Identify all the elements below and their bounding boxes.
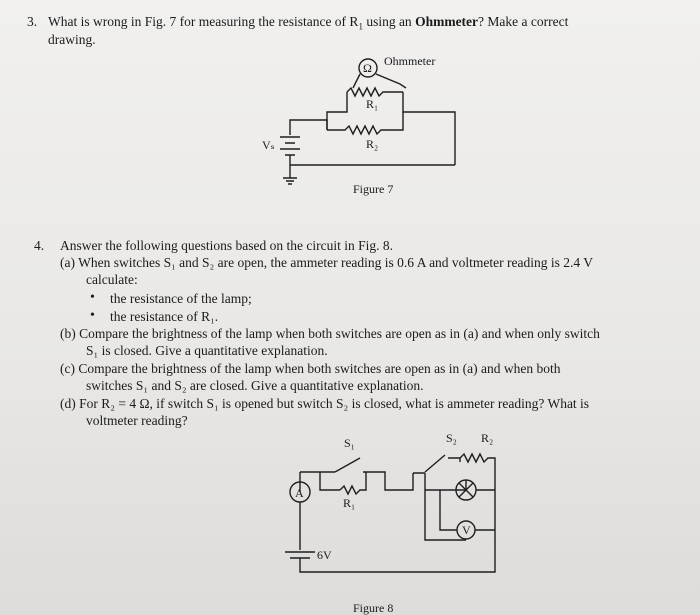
ohm-symbol: Ω (363, 61, 372, 75)
top-right-wire (413, 458, 460, 473)
bullet-2-dot: • (90, 308, 95, 323)
figure-7-caption: Figure 7 (353, 182, 394, 196)
top-mid-wire (363, 472, 413, 490)
s2-label: S₂ (446, 431, 457, 445)
r1-wire-left (320, 472, 340, 490)
q4d-line-1: (d) For R₂ = 4 Ω, if switch S₁ is opened but switch S₂ is closed, what is ammeter reading? What is (60, 396, 590, 411)
q3-ohmmeter-bold: Ohmmeter (415, 14, 479, 29)
q4a-bullet-1: the resistance of the lamp; (110, 291, 252, 306)
q4a-line-1: (a) When switches S₁ and S₂ are open, the ammeter reading is 0.6 A and voltmeter reading is 2.4 V (60, 255, 594, 270)
q4b-line-2: S₁ is closed. Give a quantitative explanation. (86, 343, 328, 358)
q3-line-1-post: ? Make a correct (478, 14, 569, 29)
q3-number: 3. (27, 14, 38, 29)
battery-6v (285, 552, 315, 558)
q4-intro: Answer the following questions based on the circuit in Fig. 8. (60, 238, 393, 253)
fig8-r1-resistor (340, 472, 366, 494)
switch-s2 (425, 455, 445, 472)
q4d-line-2: voltmeter reading? (86, 413, 188, 428)
s1-label: S₁ (344, 436, 355, 450)
voltmeter-symbol: V (462, 523, 471, 537)
q4b-line-1: (b) Compare the brightness of the lamp when both switches are open as in (a) and when only switch (60, 326, 600, 341)
q3-line-1-sub: 1 (358, 21, 363, 32)
ohmmeter-label: Ohmmeter (384, 54, 436, 68)
battery-label: 6V (317, 548, 332, 562)
q4-number: 4. (34, 238, 45, 253)
fig8-r2-label: R₂ (481, 431, 494, 445)
figure-8-caption: Figure 8 (353, 601, 394, 615)
fig8-r1-label: R₁ (343, 496, 356, 510)
switch-s1 (335, 458, 360, 472)
fig7-r2-label: R₂ (366, 137, 379, 151)
vs-label: Vₛ (262, 138, 275, 152)
ammeter-symbol: A (295, 486, 304, 500)
q3-line-1-mid: using an (362, 14, 416, 29)
q3-line-2: drawing. (48, 32, 96, 47)
top-left-wire (300, 472, 335, 492)
q3-line-1-pre: What is wrong in Fig. 7 for measuring the resistance of R (48, 14, 359, 29)
q4a-line-2: calculate: (86, 272, 138, 287)
q4c-line-2: switches S₁ and S₂ are closed. Give a quantitative explanation. (86, 378, 424, 393)
q4c-line-1: (c) Compare the brightness of the lamp when both switches are open as in (a) and when both (60, 361, 561, 376)
q4a-bullet-2: the resistance of R₁. (110, 309, 219, 324)
bullet-1-dot: • (90, 290, 95, 305)
fig7-r1-label: R₁ (366, 97, 379, 111)
